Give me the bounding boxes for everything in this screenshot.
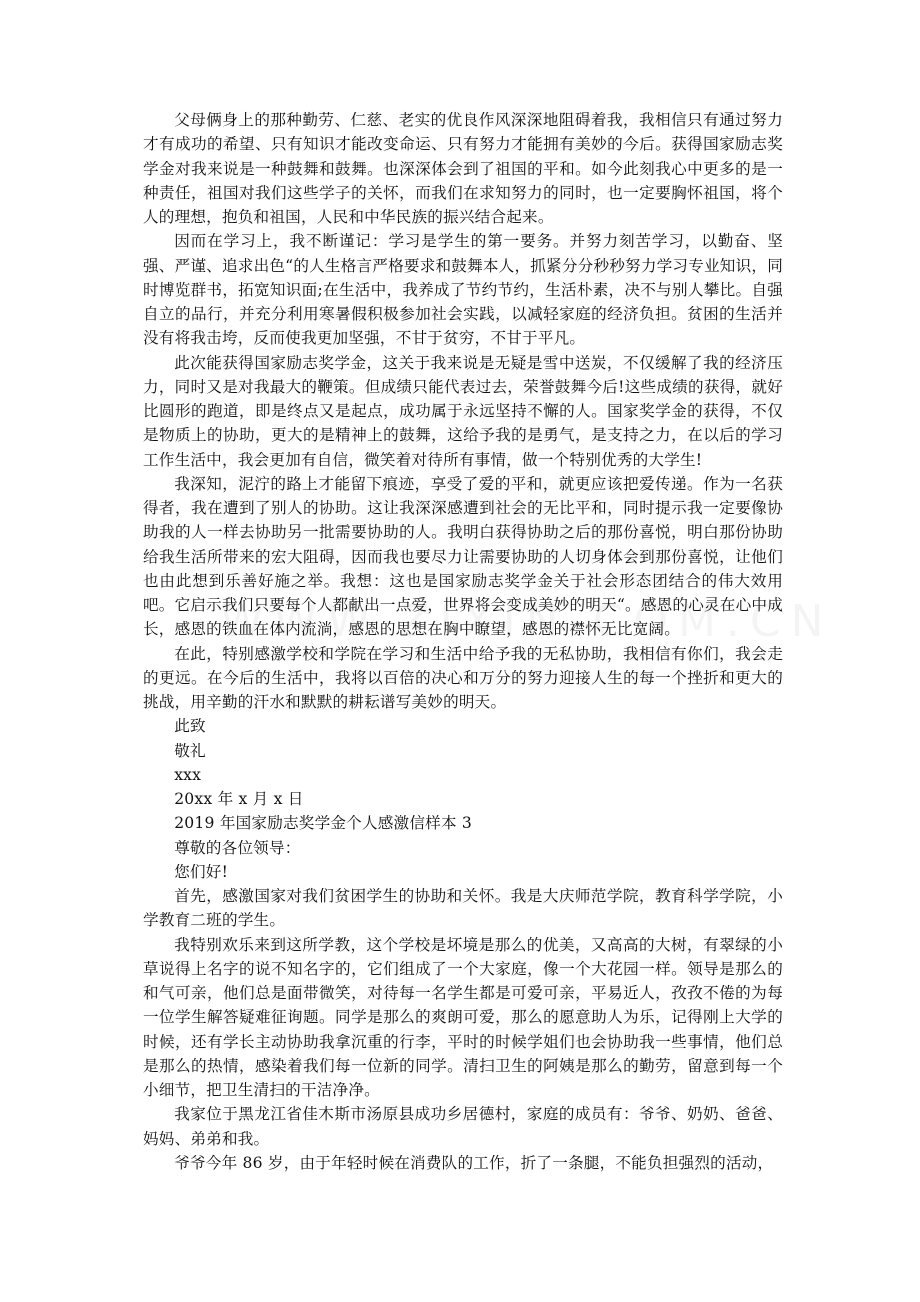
signature: xxx <box>174 765 202 784</box>
body-paragraph: 我家位于黑龙江省佳木斯市汤原县成功乡居德村，家庭的成员有：爷爷、奶奶、爸爸、妈妈、弟弟和我。 <box>143 1105 783 1148</box>
section-title: 2019 年国家励志奖学金个人感激信样本 3 <box>174 814 473 833</box>
document-body <box>143 108 783 1175</box>
body-paragraph: 我特别欢乐来到这所学教，这个学校是坏境是那么的优美，又高高的大树，有翠绿的小草说得上名字的说不知名字的，它们组成了一个大家庭，像一个大花园一样。领导是那么的和气可亲，他们总是面带微笑，对待每一名学生都是可爱可亲，平易近人，孜孜不倦的为每一位学生解答疑难征询题。同学是那么的爽朗可爱，那么的愿意助人为乐，记得刚上大学的时候，还有学长主动协助我拿沉重的行李，平时的时候学姐们也会协助我一些事情，他们总是那么的热情，感染着我们每一位新的同学。清扫卫生的阿姨是那么的勤劳，留意到每一个小细节，把卫生清扫的干洁净净。 <box>143 935 783 1099</box>
body-paragraph: 首先，感激国家对我们贫困学生的协助和关怀。我是大庆师范学院，教育科学学院，小学教育二班的学生。 <box>143 887 783 930</box>
letter-greeting: 您们好! <box>174 862 229 881</box>
body-paragraph: 我深知，泥泞的路上才能留下痕迹，享受了爱的平和，就更应该把爱传递。作为一名获得者，我在遭到了别人的协助。这让我深深感遭到社会的无比平和，同时提示我一定要像协助我的人一样去协助另一批需要协助的人。我明白获得协助之后的那份喜悦，明白那份协助给我生活所带来的宏大阻碍，因而我也要尽力让需要协助的人切身体会到那份喜悦，让他们也由此想到乐善好施之举。我想：这也是国家励志奖学金关于社会形态团结合的伟大效用吧。它启示我们只要每个人都献出一点爱，世界将会变成美妙的明天“。感恩的心灵在心中成长，感恩的铁血在体内流淌，感恩的思想在胸中瞭望，感恩的襟怀无比宽阔。 <box>143 474 783 639</box>
body-paragraph: 在此，特别感激学校和学院在学习和生活中给予我的无私协助，我相信有你们，我会走的更远。在今后的生活中，我将以百倍的决心和万分的努力迎接人生的每一个挫折和更大的挑战，用辛勤的汗水和默默的耕耘谱写美妙的明天。 <box>143 644 783 711</box>
closing-line: 此致 <box>174 717 206 736</box>
body-paragraph: 此次能获得国家励志奖学金，这关于我来说是无疑是雪中送炭，不仅缓解了我的经济压力，同时又是对我最大的鞭策。但成绩只能代表过去，荣誉鼓舞今后!这些成绩的获得，就好比圆形的跑道，即是终点又是起点，成功属于永远坚持不懈的人。国家奖学金的获得，不仅是物质上的协助，更大的是精神上的鼓舞，这给予我的是勇气，是支持之力，在以后的学习工作生活中，我会更加有自信，微笑着对待所有事情，做一个特别优秀的大学生! <box>143 353 783 469</box>
body-paragraph: 父母俩身上的那种勤劳、仁慈、老实的优良作风深深地阻碍着我，我相信只有通过努力才有成功的希望、只有知识才能改变命运、只有努力才能拥有美妙的今后。获得国家励志奖学金对我来说是一种鼓舞和鼓舞。也深深体会到了祖国的平和。如今此刻我心中更多的是一种责任，祖国对我们这些学子的关怀，而我们在求知努力的同时，也一定要胸怀祖国，将个人的理想，抱负和祖国，人民和中华民族的振兴结合起来。 <box>143 111 783 226</box>
closing-salute: 敬礼 <box>174 741 206 760</box>
body-paragraph: 因而在学习上，我不断谨记：学习是学生的第一要务。并努力刻苦学习，以勤奋、坚强、严谨、追求出色“的人生格言严格要求和鼓舞本人，抓紧分分秒秒努力学习专业知识，同时博览群书，拓宽知识面;在生活中，我养成了节约节约，生活朴素，决不与别人攀比。自强自立的品行，并充分利用寒暑假积极参加社会实践，以减轻家庭的经济负担。贫困的生活并没有将我击垮，反而使我更加坚强，不甘于贫穷，不甘于平凡。 <box>143 232 783 348</box>
letter-date: 20xx 年 x 月 x 日 <box>174 790 304 808</box>
body-paragraph: 爷爷今年 86 岁，由于年轻时候在消费队的工作，折了一条腿，不能负担强烈的活动， <box>174 1153 774 1172</box>
letter-salutation: 尊敬的各位领导： <box>174 838 301 857</box>
